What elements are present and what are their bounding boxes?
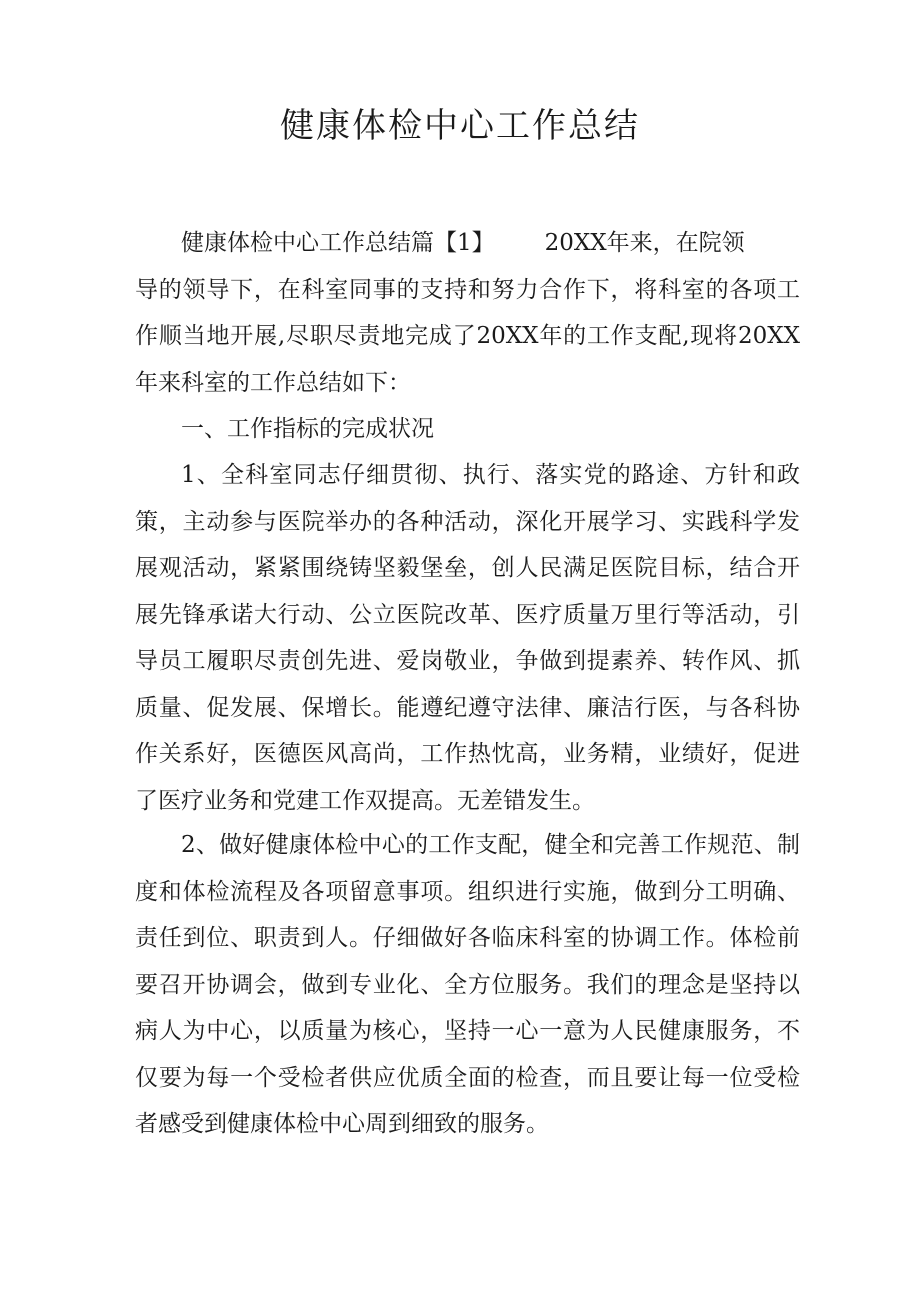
page-title: 健康体检中心工作总结 bbox=[280, 106, 640, 146]
intro-lead: 健康体检中心工作总结篇【1】 bbox=[181, 230, 495, 256]
item-1-paragraph: 1、全科室同志仔细贯彻、执行、落实党的路途、方针和政策，主动参与医院举办的各种活动，深化开展学习、实践科学发展观活动，紧紧围绕铸坚毅堡垒，创人民满足医院目标，结合开展先锋承诺大行动、公立医院改革、医疗质量万里行等活动，引导员工履职尽责创先进、爱岗敬业，争做到提素养、转作风、抓质量、促发展、保增长。能遵纪遵守法律、廉洁行医，与各科协作关系好，医德医风高尚，工作热忱高，业务精，业绩好，促进了医疗业务和党建工作双提高。无差错发生。 bbox=[135, 462, 800, 814]
intro-paragraph bbox=[135, 220, 800, 406]
item-2-paragraph: 2、做好健康体检中心的工作支配，健全和完善工作规范、制度和体检流程及各项留意事项。组织进行实施，做到分工明确、责任到位、职责到人。仔细做好各临床科室的协调工作。体检前要召开协调会，做到专业化、全方位服务。我们的理念是坚持以病人为中心，以质量为核心，坚持一心一意为人民健康服务，不仅要为每一个受检者供应优质全面的检查，而且要让每一位受检者感受到健康体检中心周到细致的服务。 bbox=[135, 832, 800, 1137]
intro-lead-continuation: 20XX年来，在院领 bbox=[544, 230, 745, 256]
intro-body: 导的领导下，在科室同事的支持和努力合作下，将科室的各项工作顺当地开展,尽职尽责地完成了20XX年的工作支配,现将20XX年来科室的工作总结如下： bbox=[135, 276, 800, 396]
section-heading: 一、工作指标的完成状况 bbox=[181, 416, 434, 442]
